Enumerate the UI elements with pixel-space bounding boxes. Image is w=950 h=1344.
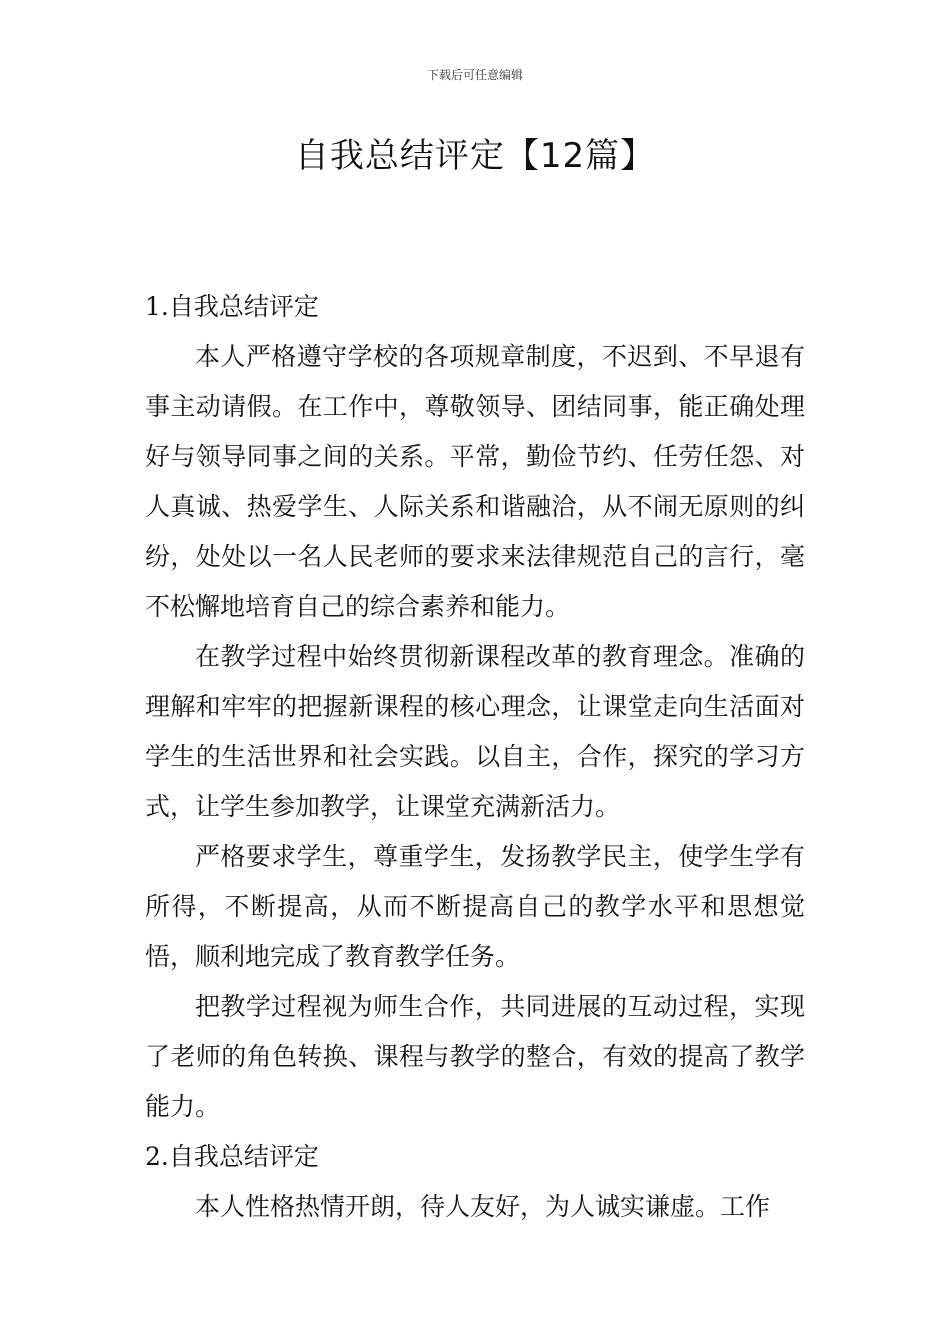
section-heading: 1.自我总结评定 [145, 292, 319, 321]
section-heading: 2.自我总结评定 [145, 1142, 319, 1171]
paragraph: 严格要求学生，尊重学生，发扬教学民主，使学生学有所得，不断提高，从而不断提高自己的教学水平和思想觉悟，顺利地完成了教育教学任务。 [145, 842, 805, 971]
paragraph: 本人严格遵守学校的各项规章制度，不迟到、不早退有事主动请假。在工作中，尊敬领导、团结同事，能正确处理好与领导同事之间的关系。平常，勤俭节约、任劳任怨、对人真诚、热爱学生、人际关系和谐融洽，从不闹无原则的纠纷，处处以一名人民老师的要求来法律规范自己的言行，毫不松懈地培育自己的综合素养和能力。 [145, 342, 805, 621]
paragraph: 在教学过程中始终贯彻新课程改革的教育理念。准确的理解和牢牢的把握新课程的核心理念，让课堂走向生活面对学生的生活世界和社会实践。以自主，合作，探究的学习方式，让学生参加教学，让课堂充满新活力。 [145, 642, 805, 821]
document-title: 自我总结评定【12篇】 [294, 136, 656, 176]
header-note: 下载后可任意编辑 [426, 68, 523, 82]
paragraph: 把教学过程视为师生合作，共同进展的互动过程，实现了老师的角色转换、课程与教学的整合，有效的提高了教学能力。 [145, 992, 805, 1121]
document-body [145, 282, 805, 1232]
paragraph: 本人性格热情开朗，待人友好，为人诚实谦虚。工作 [195, 1192, 771, 1221]
